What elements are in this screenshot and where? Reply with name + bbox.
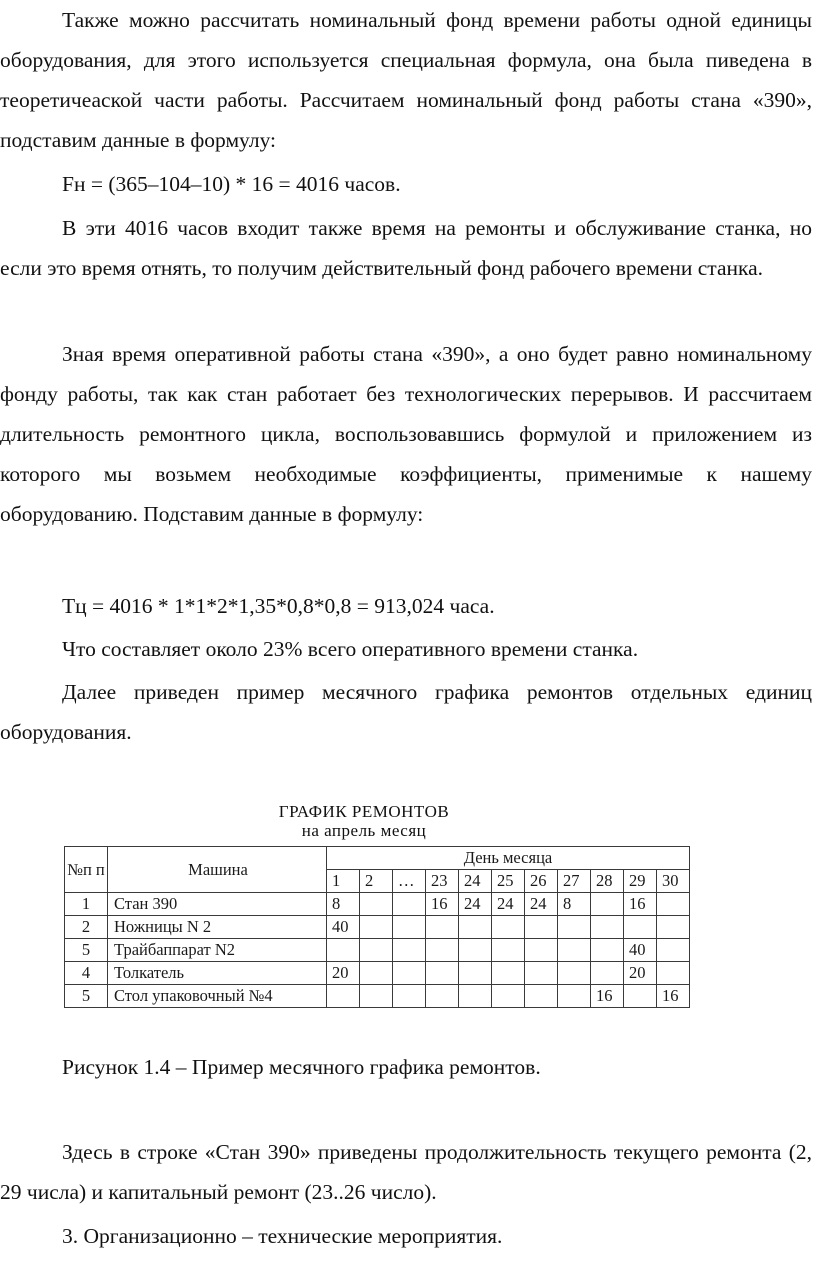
- figure-caption: Рисунок 1.4 – Пример месячного графика ремонтов.: [62, 1055, 541, 1079]
- hours-cell: 16: [426, 893, 459, 916]
- hours-cell: [459, 939, 492, 962]
- hours-cell: [360, 962, 393, 985]
- hours-cell: 40: [624, 939, 657, 962]
- table-row: [65, 985, 690, 1008]
- hours-cell: [459, 962, 492, 985]
- hours-cell: [360, 916, 393, 939]
- repair-schedule-figure: [64, 796, 722, 1036]
- row-number: 5: [65, 985, 108, 1008]
- hours-cell: [624, 985, 657, 1008]
- day-header-cell: 25: [492, 870, 525, 893]
- paragraph-nominal-fund-intro: Также можно рассчитать номинальный фонд времени работы одной единицы оборудования, для этого используется специальная формула, она была пиведена в теоретичеаской части работы. Рассчитаем номинальный фонд работы стана «390», подставим данные в формулу:: [0, 8, 812, 152]
- formula-nominal-fund: Fн = (365–104–10) * 16 = 4016 часов.: [62, 172, 401, 196]
- day-header-cell: 24: [459, 870, 492, 893]
- hours-cell: [327, 985, 360, 1008]
- row-number: 4: [65, 962, 108, 985]
- header-days: День месяца: [327, 847, 690, 870]
- hours-cell: [426, 985, 459, 1008]
- paragraph-actual-fund: В эти 4016 часов входит также время на ремонты и обслуживание станка, но если это время отнять, то получим действительный фонд рабочего времени станка.: [0, 216, 812, 280]
- day-header-cell: 30: [657, 870, 690, 893]
- hours-cell: [426, 916, 459, 939]
- table-row: [65, 939, 690, 962]
- hours-cell: 20: [624, 962, 657, 985]
- hours-cell: [624, 916, 657, 939]
- hours-cell: [525, 962, 558, 985]
- hours-cell: [591, 962, 624, 985]
- paragraph-repair-cycle: Зная время оперативной работы стана «390», а оно будет равно номинальному фонду работы, так как стан работает без технологических перерывов. И рассчитаем длительность ремонтного цикла, воспользовавшись формулой и приложением из которого мы возьмем необходимые коэффициенты, применимые к нашему оборудованию. Подставим данные в формулу:: [0, 342, 812, 526]
- paragraph-schedule-explanation: Здесь в строке «Стан 390» приведены продолжительность текущего ремонта (2, 29 числа) и капитальный ремонт (23..26 число).: [0, 1140, 812, 1204]
- machine-name: Ножницы N 2: [108, 916, 327, 939]
- hours-cell: 24: [492, 893, 525, 916]
- header-machine: Машина: [108, 847, 327, 893]
- row-number: 5: [65, 939, 108, 962]
- hours-cell: [525, 916, 558, 939]
- hours-cell: [492, 916, 525, 939]
- hours-cell: [558, 939, 591, 962]
- row-number: 1: [65, 893, 108, 916]
- hours-cell: 40: [327, 916, 360, 939]
- hours-cell: [393, 962, 426, 985]
- machine-name: Толкатель: [108, 962, 327, 985]
- hours-cell: [393, 985, 426, 1008]
- hours-cell: [426, 962, 459, 985]
- hours-cell: [327, 939, 360, 962]
- day-header-cell: 28: [591, 870, 624, 893]
- hours-cell: [591, 916, 624, 939]
- machine-name: Стан 390: [108, 893, 327, 916]
- hours-cell: [393, 916, 426, 939]
- repair-schedule-table: [64, 846, 690, 1008]
- hours-cell: [360, 985, 393, 1008]
- hours-cell: [558, 985, 591, 1008]
- hours-cell: [360, 939, 393, 962]
- day-header-cell: 26: [525, 870, 558, 893]
- day-header-cell: 27: [558, 870, 591, 893]
- day-header-cell: …: [393, 870, 426, 893]
- hours-cell: [426, 939, 459, 962]
- hours-cell: [657, 916, 690, 939]
- hours-cell: [525, 939, 558, 962]
- day-header-cell: 23: [426, 870, 459, 893]
- hours-cell: [591, 893, 624, 916]
- section-heading-organizational: 3. Организационно – технические мероприятия.: [62, 1224, 503, 1248]
- hours-cell: [591, 939, 624, 962]
- hours-cell: [525, 985, 558, 1008]
- hours-cell: [492, 985, 525, 1008]
- formula-repair-cycle: Тц = 4016 * 1*1*2*1,35*0,8*0,8 = 913,024 часа.: [62, 594, 495, 618]
- hours-cell: 16: [657, 985, 690, 1008]
- header-num: №п п: [65, 847, 108, 893]
- machine-name: Стол упаковочный №4: [108, 985, 327, 1008]
- hours-cell: [558, 962, 591, 985]
- machine-name: Трайбаппарат N2: [108, 939, 327, 962]
- hours-cell: [657, 939, 690, 962]
- table-row: [65, 962, 690, 985]
- hours-cell: [459, 985, 492, 1008]
- hours-cell: 24: [459, 893, 492, 916]
- day-header-cell: 1: [327, 870, 360, 893]
- hours-cell: [657, 962, 690, 985]
- paragraph-schedule-intro: Далее приведен пример месячного графика ремонтов отдельных единиц оборудования.: [0, 680, 812, 744]
- hours-cell: [492, 962, 525, 985]
- day-header-cell: 2: [360, 870, 393, 893]
- row-number: 2: [65, 916, 108, 939]
- hours-cell: 24: [525, 893, 558, 916]
- figure-title: ГРАФИК РЕМОНТОВ: [278, 802, 450, 821]
- hours-cell: [492, 939, 525, 962]
- hours-cell: 8: [558, 893, 591, 916]
- hours-cell: 16: [591, 985, 624, 1008]
- hours-cell: 20: [327, 962, 360, 985]
- paragraph-percent: Что составляет около 23% всего оперативного времени станка.: [62, 637, 639, 661]
- table-header-row: [65, 847, 690, 870]
- hours-cell: [393, 939, 426, 962]
- hours-cell: [360, 893, 393, 916]
- table-row: [65, 893, 690, 916]
- hours-cell: [393, 893, 426, 916]
- hours-cell: 16: [624, 893, 657, 916]
- table-row: [65, 916, 690, 939]
- figure-subtitle: на апрель месяц: [301, 821, 427, 840]
- day-header-cell: 29: [624, 870, 657, 893]
- hours-cell: [657, 893, 690, 916]
- hours-cell: [558, 916, 591, 939]
- hours-cell: 8: [327, 893, 360, 916]
- hours-cell: [459, 916, 492, 939]
